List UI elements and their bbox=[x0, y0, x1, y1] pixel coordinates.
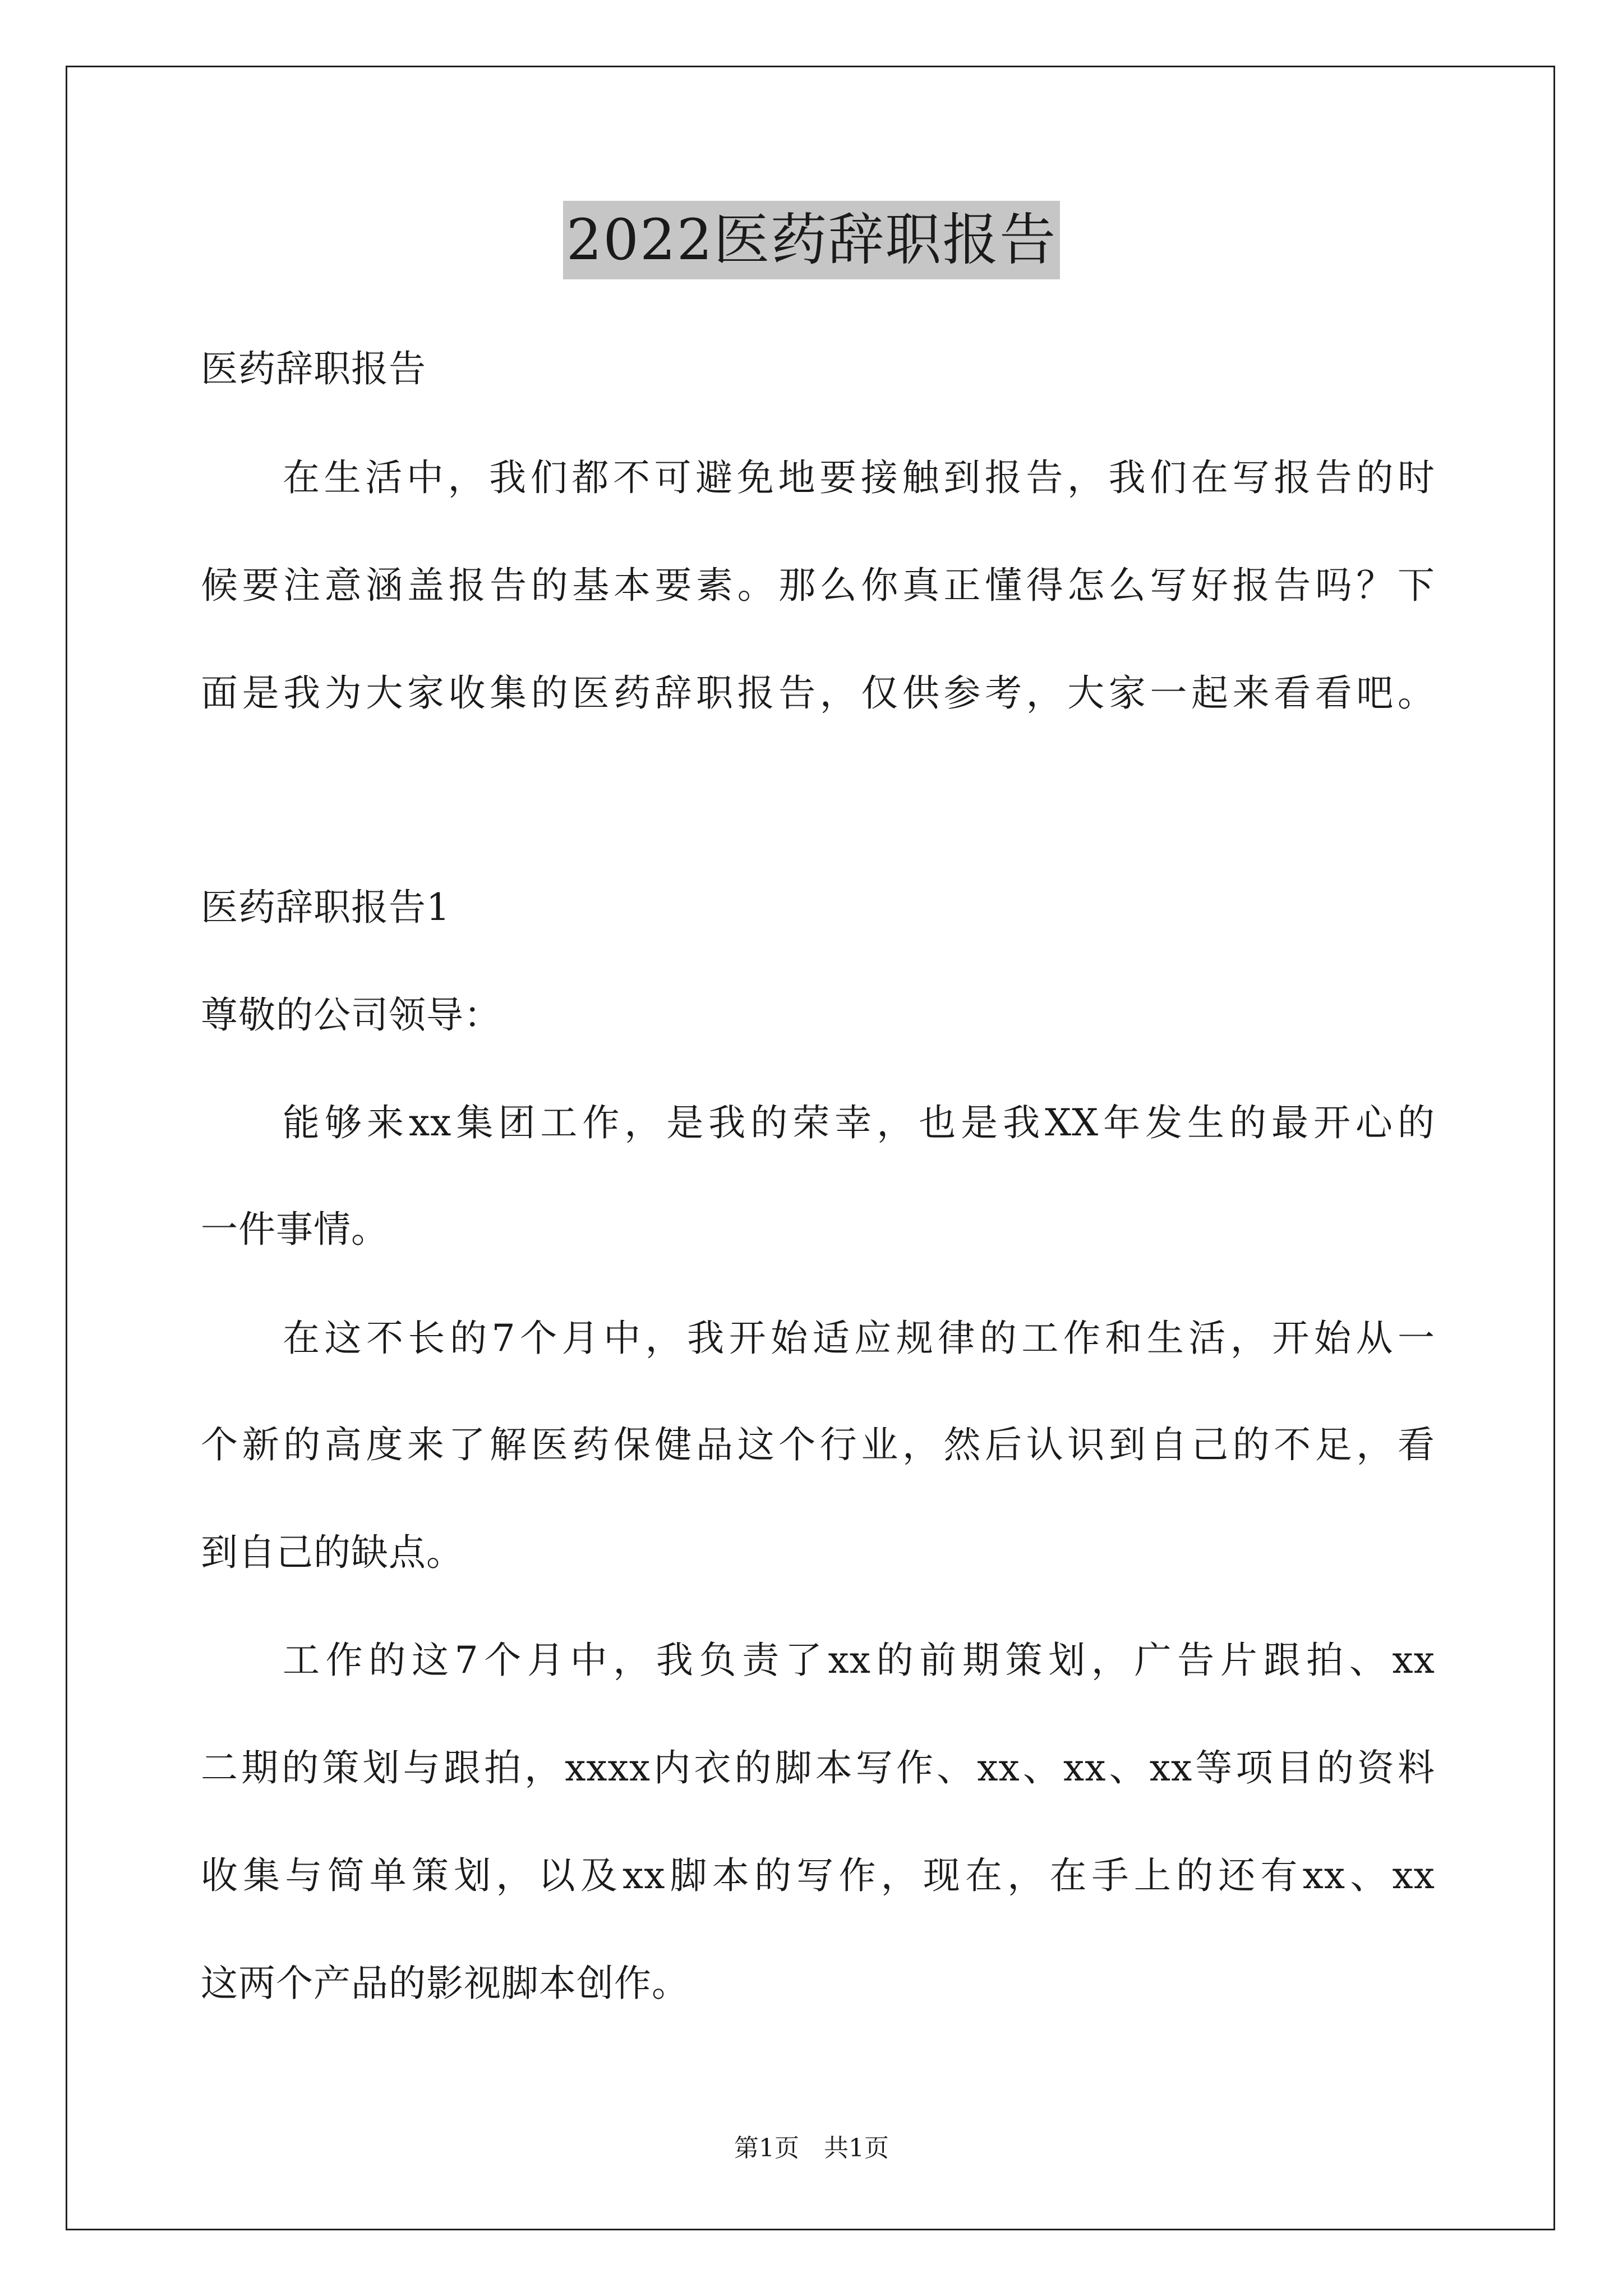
paragraph-line: 面是我为大家收集的医药辞职报告，仅供参考，大家一起来看看吧。 bbox=[201, 671, 1435, 715]
paragraph-line: 候要注意涵盖报告的基本要素。那么你真正懂得怎么写好报告吗？下 bbox=[201, 564, 1435, 607]
paragraph-line: 这两个产品的影视脚本创作。 bbox=[201, 1962, 689, 2005]
page-number: 第1页 共1页 bbox=[734, 2134, 889, 2162]
title-container bbox=[0, 201, 1623, 279]
section-heading: 医药辞职报告 bbox=[201, 347, 426, 390]
document-title: 2022医药辞职报告 bbox=[563, 201, 1061, 279]
paragraph-line: 能够来xx集团工作，是我的荣幸，也是我XX年发生的最开心的 bbox=[283, 1101, 1435, 1144]
section-heading: 医药辞职报告1 bbox=[201, 886, 450, 929]
paragraph-line: 工作的这7个月中，我负责了xx的前期策划，广告片跟拍、xx bbox=[283, 1639, 1435, 1682]
paragraph-line: 收集与简单策划，以及xx脚本的写作，现在，在手上的还有xx、xx bbox=[201, 1854, 1435, 1897]
salutation: 尊敬的公司领导： bbox=[201, 993, 501, 1037]
paragraph-line: 在这不长的7个月中，我开始适应规律的工作和生活，开始从一 bbox=[283, 1317, 1435, 1360]
paragraph-line: 个新的高度来了解医药保健品这个行业，然后认识到自己的不足，看 bbox=[201, 1423, 1435, 1466]
paragraph-line: 一件事情。 bbox=[201, 1208, 389, 1251]
paragraph-line: 二期的策划与跟拍，xxxx内衣的脚本写作、xx、xx、xx等项目的资料 bbox=[201, 1746, 1435, 1789]
paragraph-line: 在生活中，我们都不可避免地要接触到报告，我们在写报告的时 bbox=[283, 456, 1435, 499]
paragraph-line: 到自己的缺点。 bbox=[201, 1531, 464, 1574]
